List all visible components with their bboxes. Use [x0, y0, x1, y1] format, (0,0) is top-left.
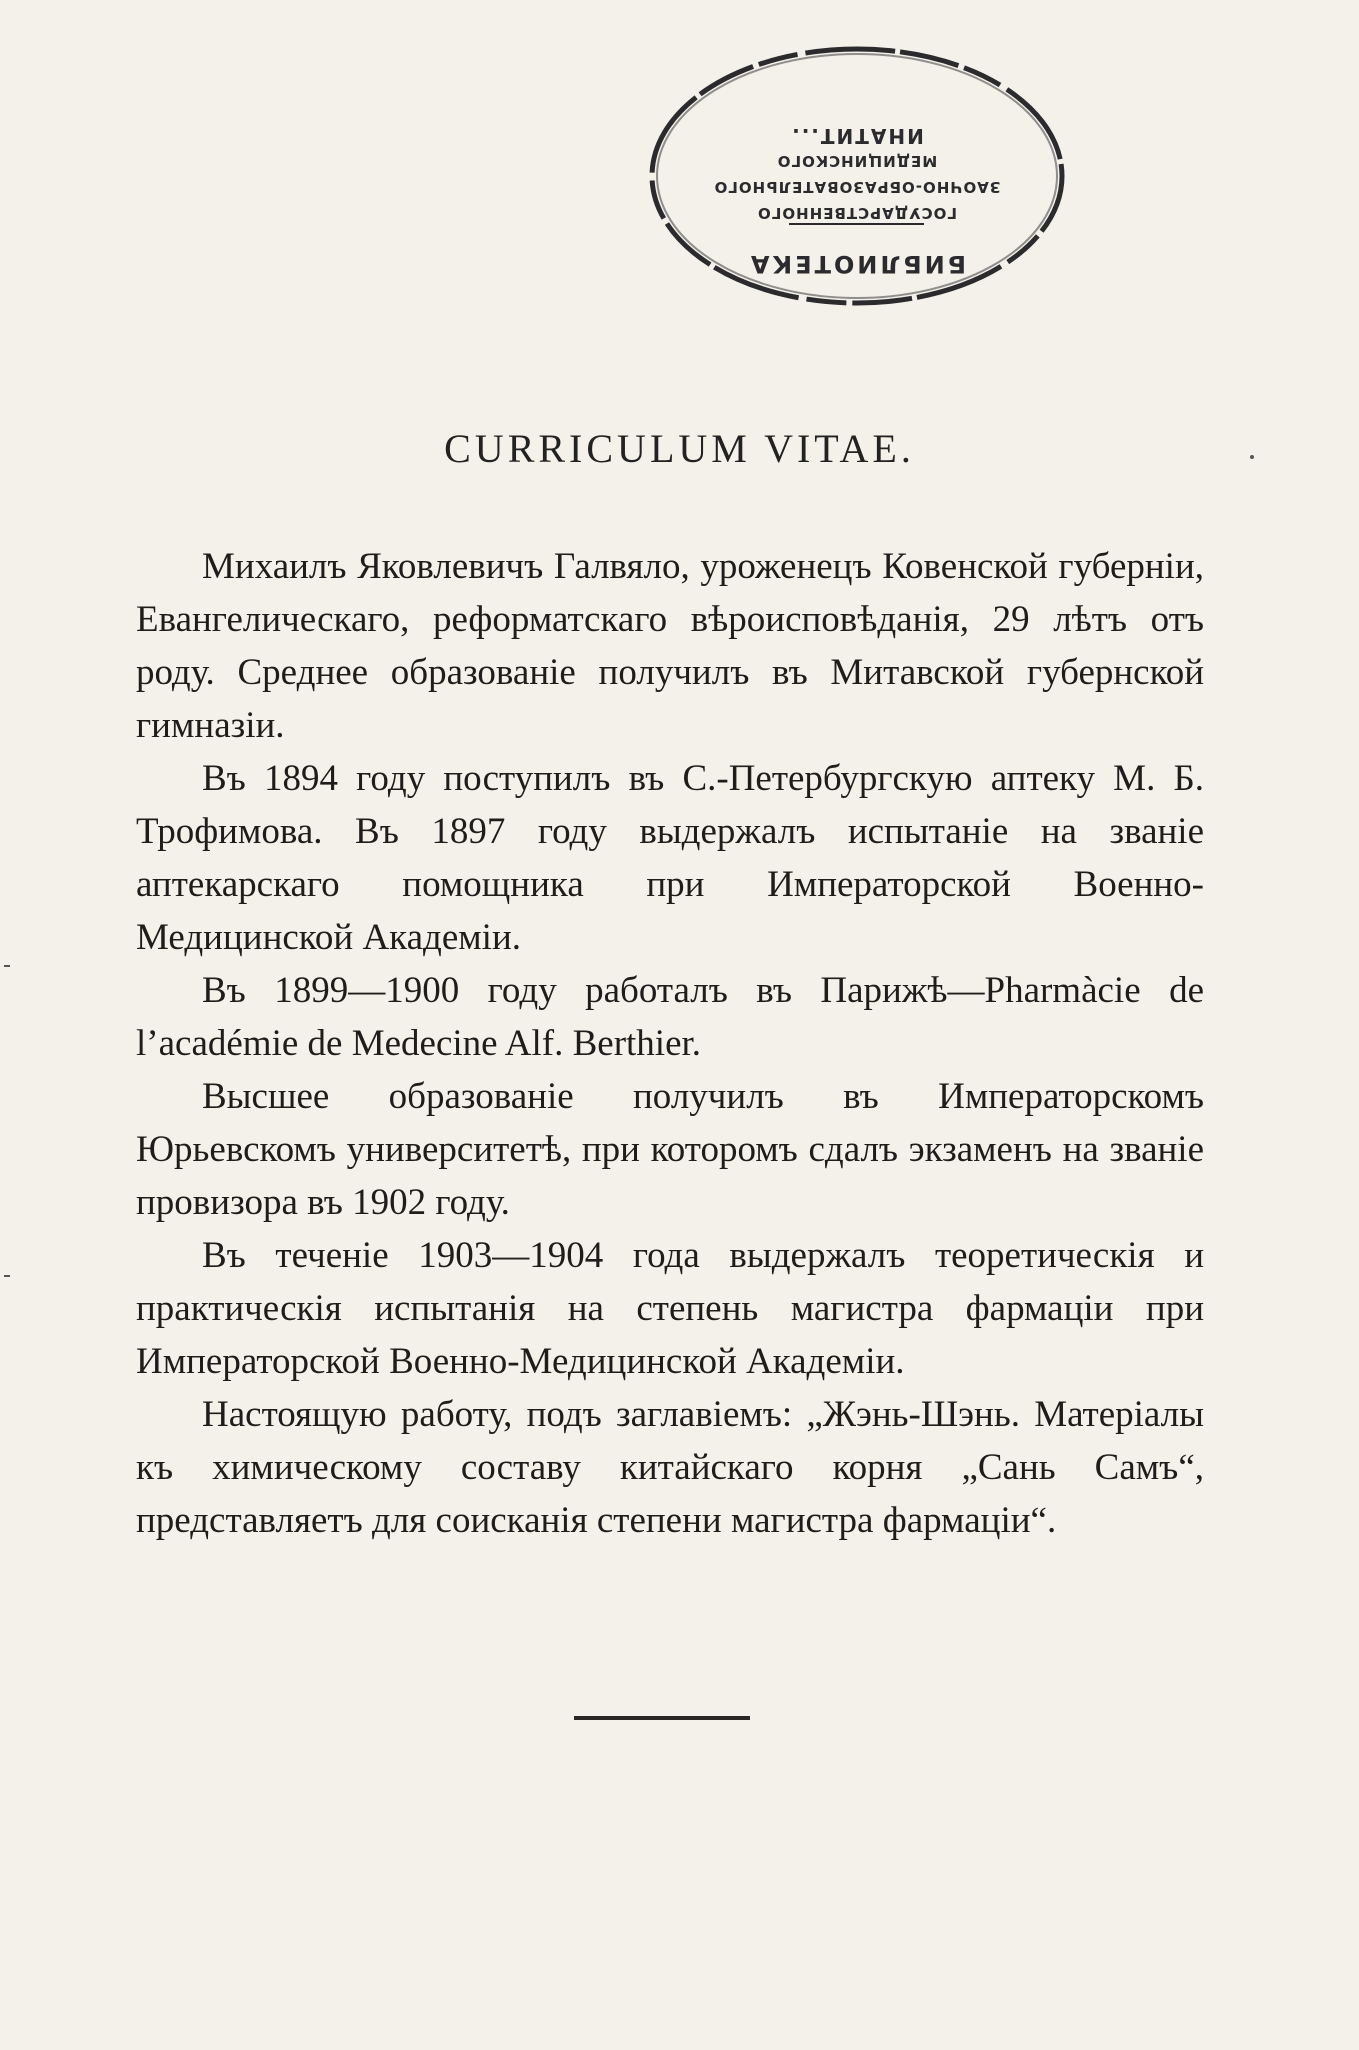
margin-mark	[4, 1275, 10, 1277]
stamp-line-4: ГОСУДАРСТВЕННОГО	[757, 204, 957, 222]
document-body	[136, 540, 1204, 1547]
paragraph-dissertation: Настоящую работу, подъ заглавіемъ: „Жэнь-Шэнь. Матеріалы къ химическому составу китайскаго корня „Сань Самъ“, представляетъ для соисканія степени магистра фармаціи“.	[136, 1394, 1204, 1541]
paragraph-master-exams: Въ теченіе 1903—1904 года выдержалъ теоретическія и практическія испытанія на степень магистра фармаціи при Императорской Военно-Медицинской Академіи.	[136, 1235, 1204, 1382]
stamp-line-2: МЕДИЦИНСКОГО	[776, 152, 938, 170]
stamp-line-5: БИБЛИОТЕКА	[747, 250, 967, 278]
paragraph-higher-education: Высшее образованіе получилъ въ Императорскомъ Юрьевскомъ университетѣ, при которомъ сдалъ экзаменъ на званіе провизора въ 1902 году.	[136, 1076, 1204, 1223]
stamp-line-3: ЗАОЧНО-ОБРАЗОВАТЕЛЬНОГО	[713, 178, 1001, 196]
paragraph-pharmacy-training: Въ 1894 году поступилъ въ С.-Петербургскую аптеку М. Б. Трофимова. Въ 1897 году выдержалъ испытаніе на званіе аптекарскаго помощника при Императорской Военно-Медицинской Академіи.	[136, 758, 1204, 958]
closing-rule	[574, 1716, 750, 1720]
margin-mark	[4, 965, 10, 967]
paragraph-paris-work: Въ 1899—1900 году работалъ въ Парижѣ—Pharmàcie de l’académie de Medecine Alf. Berthier.	[136, 970, 1204, 1064]
stamp-line-1: ИНАТИТ...	[790, 124, 924, 148]
library-stamp	[625, 28, 1090, 323]
margin-mark	[1250, 455, 1254, 459]
paragraph-origin: Михаилъ Яковлевичъ Галвяло, уроженецъ Ковенской губерніи, Евангелическаго, реформатскаго вѣроисповѣданія, 29 лѣтъ отъ роду. Среднее образованіе получилъ въ Митавской губернской гимназіи.	[136, 546, 1204, 746]
document-title: CURRICULUM VITAE.	[444, 426, 915, 471]
